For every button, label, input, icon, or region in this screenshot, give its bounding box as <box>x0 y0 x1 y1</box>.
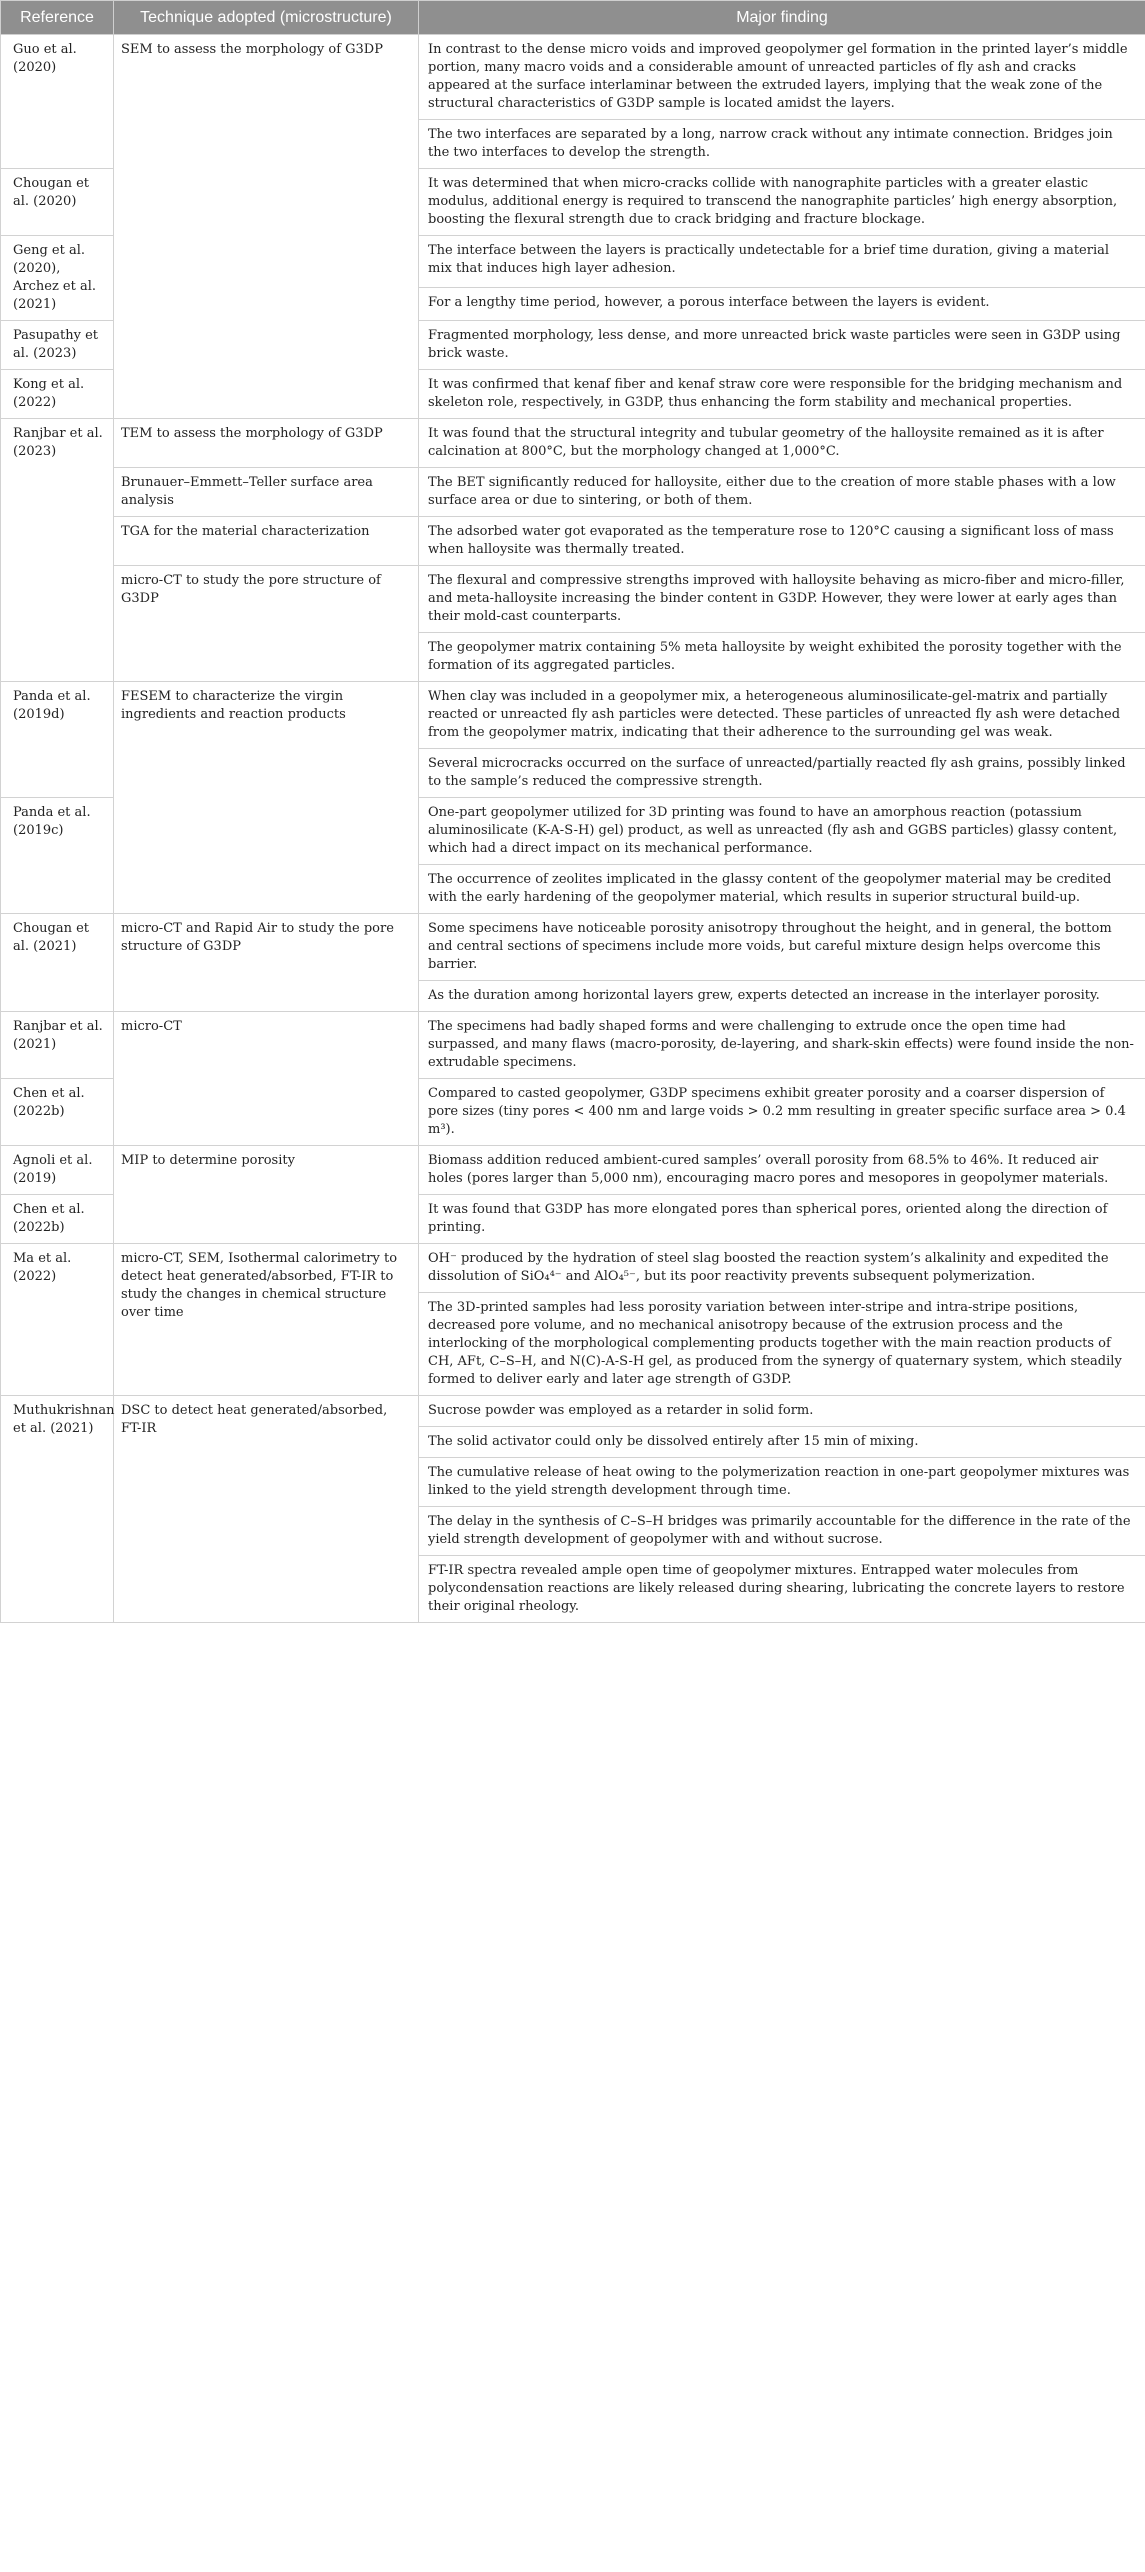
finding-cell: When clay was included in a geopolymer mix, a heterogeneous aluminosilicate-gel-matrix and partially reacted or unreacted fly ash particles were detected. These particles of unreacted fly ash were detached from the geopolymer matrix, indicating that their adherence to the surrounding gel was weak. <box>419 682 1145 749</box>
finding-cell: The BET significantly reduced for halloysite, either due to the creation of more stable phases with a low surface area or due to sintering, or both of them. <box>419 468 1145 517</box>
finding-cell: It was found that G3DP has more elongated pores than spherical pores, oriented along the direction of printing. <box>419 1195 1145 1244</box>
finding-cell: It was confirmed that kenaf fiber and kenaf straw core were responsible for the bridging mechanism and skeleton role, respectively, in G3DP, thus enhancing the form stability and mechanical properties. <box>419 370 1145 419</box>
technique-cell: micro-CT to study the pore structure of G3DP <box>114 566 419 682</box>
finding-cell: The adsorbed water got evaporated as the temperature rose to 120°C causing a significant loss of mass when halloysite was thermally treated. <box>419 517 1145 566</box>
reference-cell: Chougan et al. (2020) <box>1 169 114 236</box>
reference-cell: Chougan et al. (2021) <box>1 914 114 1012</box>
finding-cell: Compared to casted geopolymer, G3DP specimens exhibit greater porosity and a coarser dispersion of pore sizes (tiny pores < 400 nm and large voids > 0.2 mm resulting in greater specific surface area > 0.4 m³). <box>419 1079 1145 1146</box>
reference-cell: Agnoli et al. (2019) <box>1 1146 114 1195</box>
finding-cell: The occurrence of zeolites implicated in the glassy content of the geopolymer material may be credited with the early hardening of the geopolymer material, which results in superior structural build-up. <box>419 865 1145 914</box>
table-row <box>1 914 1145 981</box>
finding-cell: The cumulative release of heat owing to the polymerization reaction in one-part geopolymer mixtures was linked to the yield strength development through time. <box>419 1458 1145 1507</box>
finding-cell: The solid activator could only be dissolved entirely after 15 min of mixing. <box>419 1427 1145 1458</box>
finding-cell: The delay in the synthesis of C–S–H bridges was primarily accountable for the difference in the rate of the yield strength development of geopolymer with and without sucrose. <box>419 1507 1145 1556</box>
finding-cell: Sucrose powder was employed as a retarder in solid form. <box>419 1396 1145 1427</box>
reference-cell: Pasupathy et al. (2023) <box>1 321 114 370</box>
finding-cell: Fragmented morphology, less dense, and more unreacted brick waste particles were seen in G3DP using brick waste. <box>419 321 1145 370</box>
table-row <box>1 1146 1145 1195</box>
finding-cell: In contrast to the dense micro voids and improved geopolymer gel formation in the printed layer’s middle portion, many macro voids and a considerable amount of unreacted particles of fly ash and cracks appeared at the surface interlaminar between the extruded layers, implying that the weak zone of the structural characteristics of G3DP sample is located amidst the layers. <box>419 35 1145 120</box>
header-reference: Reference <box>1 1 114 35</box>
reference-cell: Ranjbar et al. (2021) <box>1 1012 114 1079</box>
table-row <box>1 1244 1145 1293</box>
table-row <box>1 566 1145 633</box>
finding-cell: For a lengthy time period, however, a porous interface between the layers is evident. <box>419 288 1145 321</box>
finding-cell: It was determined that when micro-cracks collide with nanographite particles with a greater elastic modulus, additional energy is required to transcend the nanographite particles’ high energy absorption, boosting the flexural strength due to crack bridging and fracture blockage. <box>419 169 1145 236</box>
finding-cell: The flexural and compressive strengths improved with halloysite behaving as micro-fiber and micro-filler, and meta-halloysite increasing the binder content in G3DP. However, they were lower at early ages than their mold-cast counterparts. <box>419 566 1145 633</box>
reference-cell: Chen et al. (2022b) <box>1 1079 114 1146</box>
table-row <box>1 517 1145 566</box>
finding-cell: The 3D-printed samples had less porosity variation between inter-stripe and intra-stripe positions, decreased pore volume, and no mechanical anisotropy because of the extrusion process and the interlocking of the morphological complementing products together with the main reaction products of CH, AFt, C–S–H, and N(C)-A-S-H gel, as produced from the synergy of quaternary system, which steadily formed to deliver early and later age strength of G3DP. <box>419 1293 1145 1396</box>
table-row <box>1 468 1145 517</box>
reference-cell: Panda et al. (2019c) <box>1 798 114 914</box>
finding-cell: Biomass addition reduced ambient-cured samples’ overall porosity from 68.5% to 46%. It reduced air holes (pores larger than 5,000 nm), encouraging macro pores and mesopores in geopolymer materials. <box>419 1146 1145 1195</box>
technique-cell: micro-CT and Rapid Air to study the pore structure of G3DP <box>114 914 419 1012</box>
header-finding: Major finding <box>419 1 1145 35</box>
header-technique: Technique adopted (microstructure) <box>114 1 419 35</box>
reference-cell: Panda et al. (2019d) <box>1 682 114 798</box>
finding-cell: As the duration among horizontal layers grew, experts detected an increase in the interlayer porosity. <box>419 981 1145 1012</box>
finding-cell: Several microcracks occurred on the surface of unreacted/partially reacted fly ash grains, possibly linked to the sample’s reduced the compressive strength. <box>419 749 1145 798</box>
reference-cell: Guo et al. (2020) <box>1 35 114 169</box>
finding-cell: FT-IR spectra revealed ample open time of geopolymer mixtures. Entrapped water molecules from polycondensation reactions are likely released during shearing, lubricating the concrete layers to restore their original rheology. <box>419 1556 1145 1623</box>
finding-cell: The specimens had badly shaped forms and were challenging to extrude once the open time had surpassed, and many flaws (macro-porosity, de-layering, and shark-skin effects) were found inside the non-extrudable specimens. <box>419 1012 1145 1079</box>
technique-cell: FESEM to characterize the virgin ingredients and reaction products <box>114 682 419 914</box>
technique-cell: micro-CT <box>114 1012 419 1146</box>
reference-cell: Geng et al. (2020), Archez et al. (2021) <box>1 236 114 321</box>
reference-cell: Chen et al. (2022b) <box>1 1195 114 1244</box>
header-row <box>1 1 1145 35</box>
reference-cell: Ma et al. (2022) <box>1 1244 114 1396</box>
reference-cell: Ranjbar et al. (2023) <box>1 419 114 682</box>
reference-cell: Muthukrishnan et al. (2021) <box>1 1396 114 1623</box>
finding-cell: OH⁻ produced by the hydration of steel slag boosted the reaction system’s alkalinity and expedited the dissolution of SiO₄⁴⁻ and AlO₄⁵⁻, but its poor reactivity prevents subsequent polymerization. <box>419 1244 1145 1293</box>
finding-cell: The geopolymer matrix containing 5% meta halloysite by weight exhibited the porosity together with the formation of its aggregated particles. <box>419 633 1145 682</box>
reference-cell: Kong et al. (2022) <box>1 370 114 419</box>
finding-cell: Some specimens have noticeable porosity anisotropy throughout the height, and in general, the bottom and central sections of specimens include more voids, but careful mixture design helps overcome this barrier. <box>419 914 1145 981</box>
finding-cell: The interface between the layers is practically undetectable for a brief time duration, giving a material mix that induces high layer adhesion. <box>419 236 1145 288</box>
finding-cell: It was found that the structural integrity and tubular geometry of the halloysite remained as it is after calcination at 800°C, but the morphology changed at 1,000°C. <box>419 419 1145 468</box>
technique-cell: micro-CT, SEM, Isothermal calorimetry to detect heat generated/absorbed, FT-IR to study the changes in chemical structure over time <box>114 1244 419 1396</box>
technique-cell: TEM to assess the morphology of G3DP <box>114 419 419 468</box>
table-row <box>1 35 1145 120</box>
table-row <box>1 419 1145 468</box>
table-row <box>1 1012 1145 1079</box>
finding-cell: One-part geopolymer utilized for 3D printing was found to have an amorphous reaction (potassium aluminosilicate (K-A-S-H) gel) product, as well as unreacted (fly ash and GGBS particles) glassy content, which had a direct impact on its mechanical performance. <box>419 798 1145 865</box>
technique-cell: DSC to detect heat generated/absorbed, FT-IR <box>114 1396 419 1623</box>
finding-cell: The two interfaces are separated by a long, narrow crack without any intimate connection. Bridges join the two interfaces to develop the strength. <box>419 120 1145 169</box>
technique-cell: TGA for the material characterization <box>114 517 419 566</box>
technique-cell: SEM to assess the morphology of G3DP <box>114 35 419 419</box>
technique-cell: Brunauer–Emmett–Teller surface area analysis <box>114 468 419 517</box>
technique-cell: MIP to determine porosity <box>114 1146 419 1244</box>
table-row <box>1 682 1145 749</box>
table-row <box>1 1396 1145 1427</box>
